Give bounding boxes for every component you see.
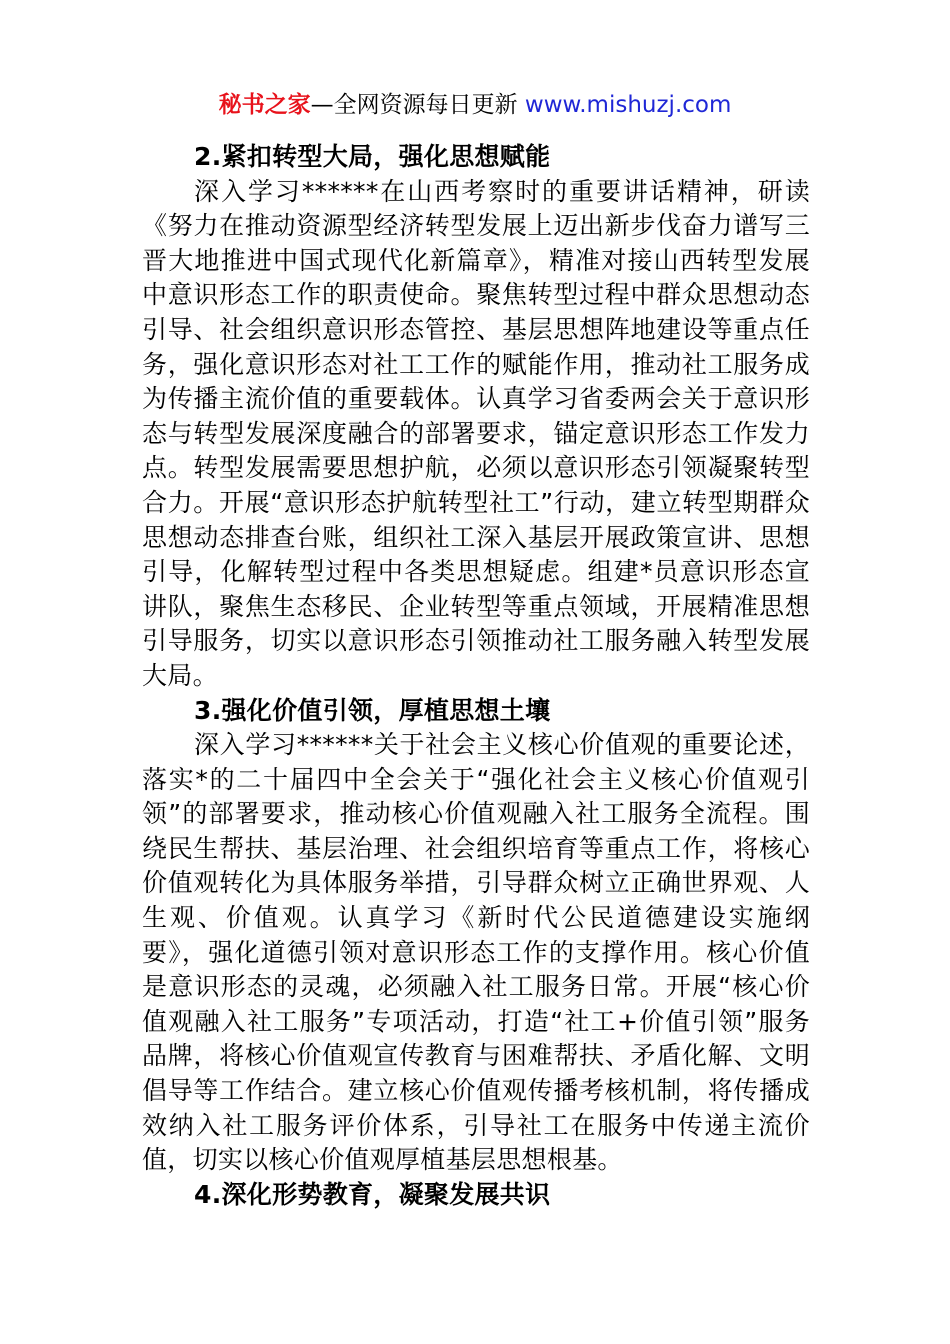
- site-tagline: —全网资源每日更新: [310, 92, 525, 118]
- section-heading: 3.强化价值引领，厚植思想土壤: [194, 695, 551, 725]
- site-url-link[interactable]: www.mishuzj.com: [524, 92, 732, 118]
- section-heading: 2.紧扣转型大局，强化思想赋能: [194, 142, 551, 171]
- document-body: [142, 140, 810, 1212]
- section-paragraph: 深入学习******在山西考察时的重要讲话精神，研读《努力在推动资源型经济转型发展上迈出新步伐奋力谱写三晋大地推进中国式现代化新篇章》，精准对接山西转型发展中意识形态工作的职责使命。聚焦转型过程中群众思想动态引导、社会组织意识形态管控、基层思想阵地建设等重点任务，强化意识形态对社工工作的赋能作用，推动社工服务成为传播主流价值的重要载体。认真学习省委两会关于意识形态与转型发展深度融合的部署要求，锚定意识形态工作发力点。转型发展需要思想护航，必须以意识形态引领凝聚转型合力。开展“意识形态护航转型社工”行动，建立转型期群众思想动态排查台账，组织社工深入基层开展政策宣讲、思想引导，化解转型过程中各类思想疑虑。组建*员意识形态宣讲队，聚焦生态移民、企业转型等重点领域，开展精准思想引导服务，切实以意识形态引领推动社工服务融入转型发展大局。: [142, 176, 810, 690]
- site-brand: 秘书之家: [218, 92, 311, 118]
- section-heading: 4.深化形势教育，凝聚发展共识: [194, 1179, 551, 1209]
- site-banner: [0, 88, 950, 122]
- section-paragraph: 深入学习******关于社会主义核心价值观的重要论述，落实*的二十届四中全会关于“强化社会主义核心价值观引领”的部署要求，推动核心价值观融入社工服务全流程。围绕民生帮扶、基层治理、社会组织培育等重点工作，将核心价值观转化为具体服务举措，引导群众树立正确世界观、人生观、价值观。认真学习《新时代公民道德建设实施纲要》，强化道德引领对意识形态工作的支撑作用。核心价值是意识形态的灵魂，必须融入社工服务日常。开展“核心价值观融入社工服务”专项活动，打造“社工+价值引领”服务品牌，将核心价值观宣传教育与困难帮扶、矛盾化解、文明倡导等工作结合。建立核心价值观传播考核机制，将传播成效纳入社工服务评价体系，引导社工在服务中传递主流价值，切实以核心价值观厚植基层思想根基。: [142, 730, 810, 1175]
